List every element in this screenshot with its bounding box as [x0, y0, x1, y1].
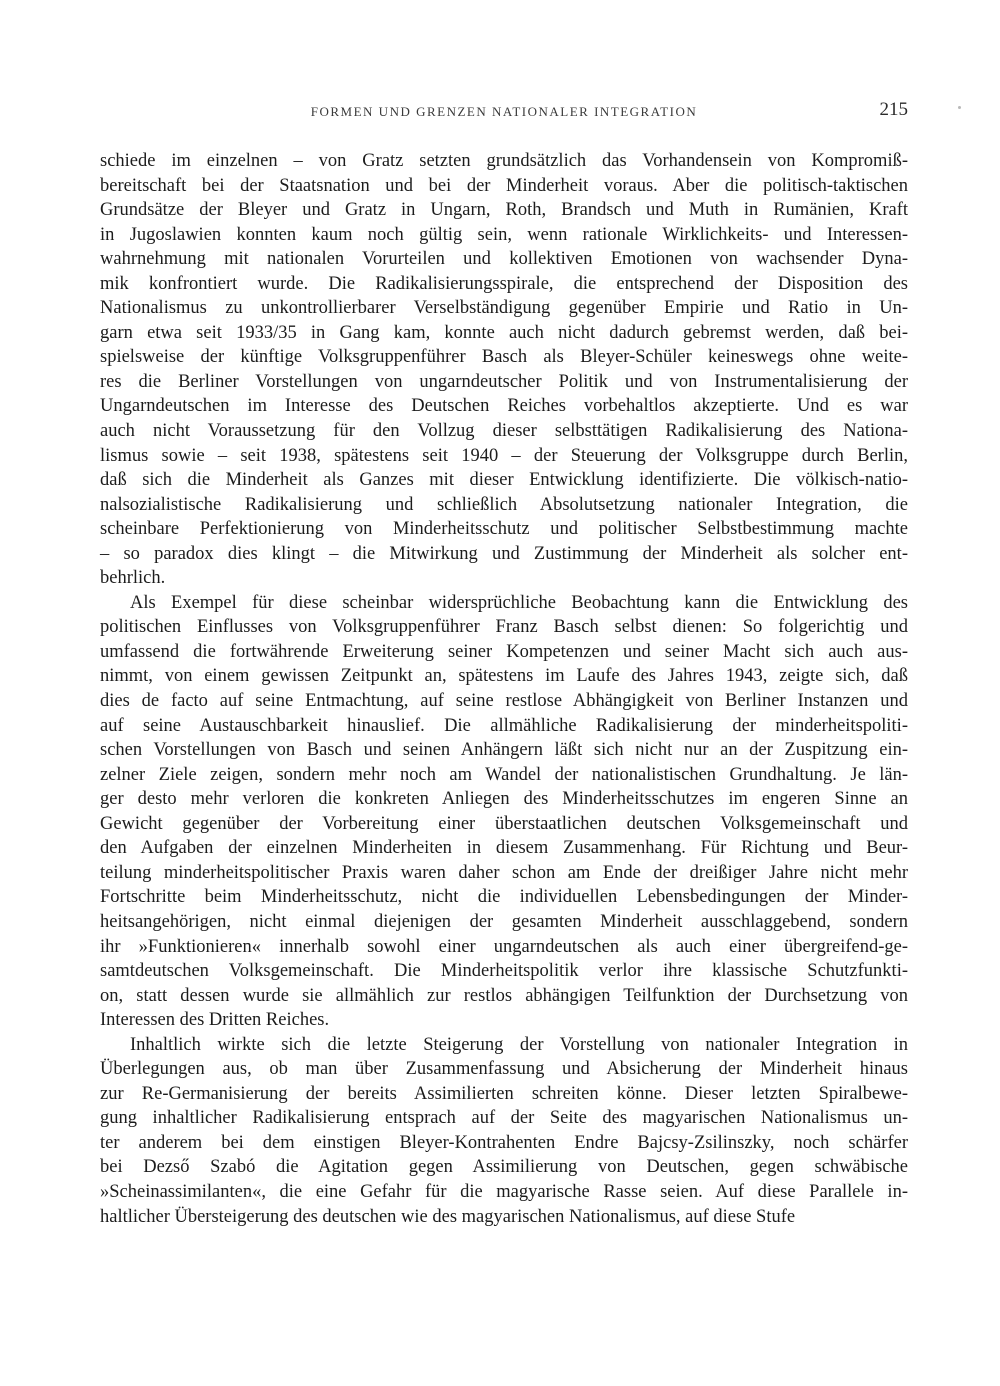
text-line: Überlegungen aus, ob man über Zusammenfassung und Absicherung der Minderheit hinaus — [100, 1059, 908, 1080]
text-line: nalsozialistische Radikalisierung und schließlich Absolutsetzung nationaler Integration, die — [100, 494, 908, 515]
text-line: ihr »Funktionieren« innerhalb sowohl einer ungarndeutschen als auch einer übergreifend-ge- — [100, 936, 908, 957]
text-line: on, statt dessen wurde sie allmählich zur restlos abhängigen Teilfunktion der Durchsetzung von — [100, 985, 908, 1006]
text-line: umfassend die fortwährende Erweiterung seiner Kompetenzen und seiner Macht sich auch aus- — [100, 641, 908, 662]
text-line: haltlicher Übersteigerung des deutschen wie des magyarischen Nationalismus, auf diese Stufe — [100, 1206, 796, 1227]
text-line: dies de facto auf seine Entmachtung, auf seine restlose Abhängigkeit von Berliner Instanzen und — [100, 691, 908, 712]
text-line: gung inhaltlicher Radikalisierung entsprach auf der Seite des magyarischen Nationalismus un- — [100, 1108, 908, 1129]
text-line: res die Berliner Vorstellungen von ungarndeutscher Politik und von Instrumentalisierung der — [100, 371, 908, 392]
text-line: Inhaltlich wirkte sich die letzte Steigerung der Vorstellung von nationaler Integration in — [130, 1034, 908, 1055]
paragraph-2 — [100, 591, 908, 1033]
text-line: teilung minderheitspolitischer Praxis waren daher schon am Ende der dreißiger Jahre nicht mehr — [100, 862, 908, 883]
text-line: scheinbare Perfektionierung von Minderheitsschutz und politischer Selbstbestimmung machte — [100, 519, 908, 540]
running-head — [100, 99, 908, 126]
text-line: wahrnehmung mit nationalen Vorurteilen und kollektiven Emotionen von wachsender Dyna- — [100, 249, 908, 270]
text-line: in Jugoslawien konnten kaum noch gültig sein, wenn rationale Wirklichkeits- und Interessen- — [100, 224, 908, 245]
text-line: Gewicht gegenüber der Vorbereitung einer überstaatlichen deutschen Volksgemeinschaft und — [100, 813, 908, 834]
text-line: bereitschaft bei der Staatsnation und bei der Minderheit voraus. Aber die politisch-taktischen — [100, 175, 908, 196]
text-line: schen Vorstellungen von Basch und seinen Anhängern läßt sich nicht nur an der Zuspitzung ein- — [100, 740, 908, 761]
text-line: lismus sowie – seit 1938, spätestens seit 1940 – der Steuerung der Volksgruppe durch Berlin, — [100, 445, 908, 466]
text-line: auch nicht Voraussetzung für den Vollzug dieser selbsttätigen Radikalisierung des Nationa- — [100, 421, 908, 442]
text-line: zur Re-Germanisierung der bereits Assimilierten schreiten könne. Dieser letzten Spiralbewe- — [100, 1083, 908, 1104]
paragraph-1 — [100, 149, 908, 591]
text-line: politischen Einflusses von Volksgruppenführer Franz Basch selbst dienen: So folgerichtig und — [100, 617, 908, 638]
page-number: 215 — [879, 99, 908, 120]
text-line: den Aufgaben der einzelnen Minderheiten in diesem Zusammenhang. Für Richtung und Beur- — [100, 838, 908, 859]
text-line: Ungarndeutschen im Interesse des Deutschen Reiches vorbehaltlos akzeptierte. Und es war — [100, 396, 908, 417]
running-title: FORMEN UND GRENZEN NATIONALER INTEGRATION — [310, 104, 698, 119]
text-line: auf seine Austauschbarkeit hinauslief. Die allmähliche Radikalisierung der minderheitspoliti- — [100, 715, 908, 736]
text-line: Grundsätze der Bleyer und Gratz in Ungarn, Roth, Brandsch und Muth in Rumänien, Kraft — [100, 200, 908, 221]
text-line: samtdeutschen Volksgemeinschaft. Die Minderheitspolitik verlor ihre klassische Schutzfunkti- — [100, 961, 908, 982]
text-line: heitsangehörigen, nicht einmal diejenigen der gesamten Minderheit ausschlaggebend, sondern — [100, 911, 908, 932]
text-line: – so paradox dies klingt – die Mitwirkung und Zustimmung der Minderheit als solcher ent- — [100, 543, 908, 564]
text-line: Als Exempel für diese scheinbar widersprüchliche Beobachtung kann die Entwicklung des — [130, 592, 908, 613]
text-line: garn etwa seit 1933/35 in Gang kam, konnte auch nicht dadurch gebremst werden, daß bei- — [100, 322, 908, 343]
text-line: behrlich. — [100, 568, 166, 589]
text-line: Interessen des Dritten Reiches. — [100, 1010, 330, 1031]
paragraph-3 — [100, 1033, 908, 1229]
text-line: schiede im einzelnen – von Gratz setzten grundsätzlich das Vorhandensein von Kompromiß- — [100, 151, 908, 171]
text-line: mik konfrontiert wurde. Die Radikalisierungsspirale, die entsprechend der Disposition des — [100, 273, 908, 294]
text-line: nimmt, von einem gewissen Zeitpunkt an, spätestens im Laufe des Jahres 1943, zeigte sich, daß — [100, 666, 908, 687]
text-line: ger desto mehr verloren die konkreten Anliegen des Minderheitsschutzes im engeren Sinne an — [100, 789, 908, 810]
text-line: ter anderem bei dem einstigen Bleyer-Kontrahenten Endre Bajcsy-Zsilinszky, noch schärfer — [100, 1132, 908, 1153]
text-line: Fortschritte beim Minderheitsschutz, nicht die individuellen Lebensbedingungen der Minder- — [100, 887, 908, 908]
text-line: spielsweise der künftige Volksgruppenführer Basch als Bleyer-Schüler keineswegs ohne weite- — [100, 347, 908, 368]
text-line: zelner Ziele zeigen, sondern mehr noch am Wandel der nationalistischen Grundhaltung. Je län- — [100, 764, 908, 785]
margin-speck — [958, 106, 961, 109]
text-line: »Scheinassimilanten«, die eine Gefahr für die magyarische Rasse seien. Auf diese Parallele in- — [100, 1181, 908, 1202]
text-line: Nationalismus zu unkontrollierbarer Verselbständigung gegenüber Empirie und Ratio in Un- — [100, 298, 908, 319]
text-line: daß sich die Minderheit als Ganzes mit dieser Entwicklung identifizierte. Die völkisch-natio- — [100, 470, 908, 491]
text-line: bei Dezső Szabó die Agitation gegen Assimilierung von Deutschen, gegen schwäbische — [100, 1157, 908, 1178]
body-text — [100, 149, 908, 1229]
